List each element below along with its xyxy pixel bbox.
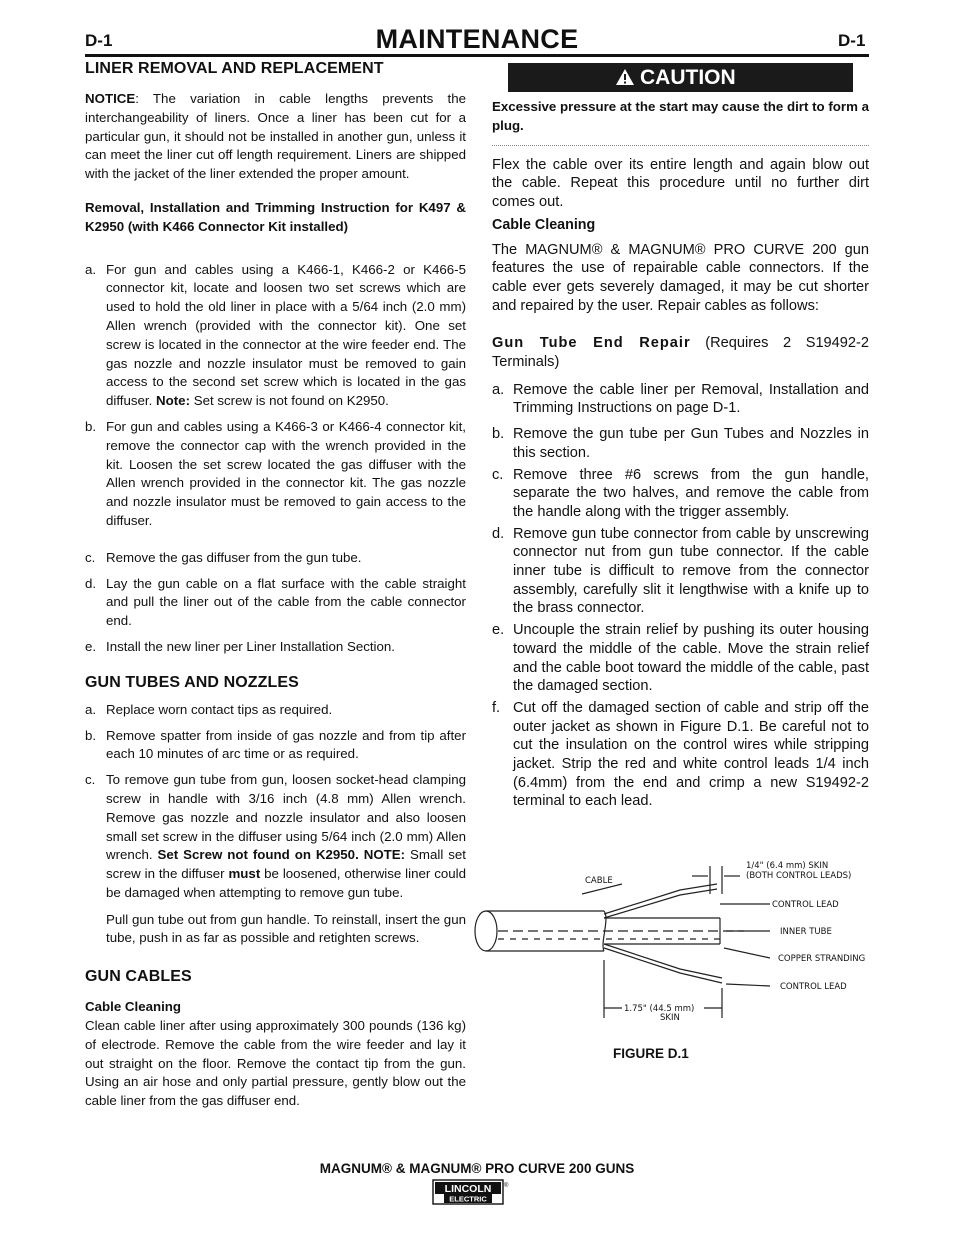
label-skin-175: 1.75" (44.5 mm) (624, 1004, 695, 1014)
note-label: Note: (156, 393, 191, 409)
list-marker: d. (492, 525, 505, 542)
list-item (492, 425, 869, 462)
repair-list (492, 381, 869, 811)
repair-requires: (Requires 2 S19492-2 Terminals) (492, 335, 869, 371)
note-text: Set screw is not found on K2950. (190, 393, 389, 409)
list-item (85, 261, 466, 411)
caution-text: Excessive pressure at the start may cause the dirt to form a plug. (492, 99, 869, 133)
notice-paragraph (85, 90, 466, 184)
label-inner-tube: INNER TUBE (780, 927, 832, 937)
page-title: MAINTENANCE (375, 24, 579, 54)
list-item (85, 771, 466, 948)
list-item (492, 381, 869, 418)
cables-heading: GUN CABLES (85, 968, 192, 986)
list-item (85, 727, 466, 765)
list-item-text: Cut off the damaged section of cable and strip off the outer jacket as shown in Figure D.1. Be careful not to cut the insulation on the control wires while stripping jacket. Strip the red and white control leads 1/4 inch (6.4mm) from the end and crimp a new S19492-2 terminal to each lead. (513, 699, 869, 810)
cable-cleaning-heading-right: Cable Cleaning (492, 216, 596, 233)
liner-heading: LINER REMOVAL AND REPLACEMENT (85, 60, 384, 77)
label-skin-quarter: 1/4" (6.4 mm) SKIN (746, 861, 829, 871)
list-marker: a. (492, 381, 505, 398)
list-marker: d. (85, 575, 97, 591)
list-item-text: Uncouple the strain relief by pushing its outer housing toward the middle of the cable. Move the strain relief and the cable boot toward the middle of the cable, past the damaged section. (513, 622, 869, 695)
list-item (85, 549, 466, 568)
list-item (85, 638, 466, 657)
list-item-text: Remove the gas diffuser from the gun tube. (106, 549, 362, 565)
removal-list (85, 261, 466, 657)
note-text-end: be loosened, otherwise liner could be damaged when attempting to remove gun tube. (106, 866, 466, 900)
section-number-right: D-1 (838, 31, 866, 50)
label-skin-175-sub: SKIN (660, 1013, 680, 1023)
list-item-text: Install the new liner per Liner Installation Section. (106, 638, 395, 654)
list-marker: e. (85, 638, 97, 654)
list-item-text: Lay the gun cable on a flat surface with the cable straight and pull the liner out of the cable from the cable connector end. (106, 575, 466, 629)
list-item (85, 418, 466, 531)
lincoln-electric-logo (432, 1179, 510, 1205)
note-text: Small set screw in the diffuser (106, 847, 466, 882)
left-column (85, 60, 466, 1111)
list-marker: c. (85, 549, 96, 565)
set-screw-note: Set Screw not found on K2950. (157, 847, 359, 863)
cable-strip-diagram (472, 848, 872, 1053)
label-skin-quarter-sub: (BOTH CONTROL LEADS) (746, 871, 852, 881)
list-item-text: For gun and cables using a K466-3 or K466-4 connector kit, remove the connector cap with the wrench provided in the kit. Loosen the set screw located the gas diffuser with the Allen wrench provided in the connector kit. The gas nozzle and nozzle insulator must be removed to gain access to the diffuser. (106, 418, 466, 528)
cable-cleaning-text-right: The MAGNUM® & MAGNUM® PRO CURVE 200 gun features the use of repairable cable connectors. If the cable ever gets severely damaged, it may be cut shorter and repaired by the user. Repair cables as follows: (492, 241, 869, 314)
cable-cleaning-heading: Cable Cleaning (85, 999, 182, 1015)
list-item (492, 699, 869, 811)
right-column (492, 60, 869, 811)
header-rule (85, 54, 869, 57)
note-label: NOTE: (363, 847, 406, 863)
notice-label: NOTICE (85, 91, 136, 106)
list-item-text: Remove the cable liner per Removal, Installation and Trimming Instructions on page D-1. (513, 381, 869, 417)
removal-heading: Removal, Installation and Trimming Instruction for K497 & K2950 (with K466 Connector Kit installed) (85, 199, 466, 234)
cable-cleaning-text: Clean cable liner after using approximately 300 pounds (136 kg) of electrode. Remove the cable from the wire feeder and lay it out straight on the floor. Remove the contact tip from the gun. Using an air hose and only partial pressure, gently blow out the cable liner from the gas diffuser end. (85, 1018, 466, 1109)
repair-heading: Gun Tube End Repair (492, 335, 691, 352)
figure-caption: FIGURE D.1 (613, 1046, 689, 1061)
list-marker: b. (85, 727, 97, 743)
list-marker: b. (492, 426, 505, 443)
cable-end (475, 911, 497, 951)
must-emphasis: must (228, 866, 261, 882)
control-lead-bottom (604, 948, 722, 983)
caution-banner (508, 63, 853, 92)
flex-paragraph: Flex the cable over its entire length and again blow out the cable. Repeat this procedure until no further dirt comes out. (492, 156, 869, 210)
list-marker: e. (492, 622, 505, 639)
list-item-text: Replace worn contact tips as required. (106, 701, 333, 717)
tubes-heading: GUN TUBES AND NOZZLES (85, 673, 299, 691)
list-item (85, 701, 466, 720)
caution-label: CAUTION (640, 66, 736, 89)
list-marker: a. (85, 701, 97, 717)
list-item-text: Remove spatter from inside of gas nozzle and from tip after each 10 minutes of arc time or as required. (106, 727, 466, 762)
list-marker: f. (492, 699, 501, 716)
list-item-text: Remove three #6 screws from the gun handle, separate the two halves, and remove the cable from the handle along with the trigger assembly. (513, 466, 869, 520)
label-cable: CABLE (585, 876, 613, 886)
label-control-lead-2: CONTROL LEAD (780, 982, 847, 992)
list-item-text: To remove gun tube from gun, loosen socket-head clamping screw in handle with 3/16 inch (4.8 mm) Allen wrench. Remove gas nozzle and nozzle insulator and also loosen small set screw in the diffuser using 5/64 inch (2.0 mm) Allen wrench. (106, 772, 466, 863)
list-item-text: Remove the gun tube per Gun Tubes and Nozzles in this section. (513, 426, 869, 461)
list-marker: a. (85, 261, 97, 277)
control-lead-top (604, 884, 717, 914)
tubes-list (85, 701, 466, 949)
logo-text-bottom: ELECTRIC (449, 1194, 487, 1204)
repair-heading-paragraph (492, 334, 869, 371)
list-marker: c. (492, 466, 504, 483)
label-control-lead-1: CONTROL LEAD (772, 900, 839, 910)
list-item-text: Remove gun tube connector from cable by unscrewing connector nut from gun tube connector. If the cable inner tube is difficult to remove from the connector assembly, carefully slit it lengthwise with a knife up to the brass connector. (513, 525, 869, 617)
list-item (85, 575, 466, 631)
list-marker: b. (85, 418, 97, 434)
label-copper-stranding: COPPER STRANDING (778, 954, 866, 964)
list-item (492, 621, 869, 696)
notice-text: : The variation in cable lengths prevents the interchangeability of liners. Once a liner has been cut for a particular gun, it should not be installed in another gun, unless it can meet the liner cut off length requirement. Liners are shipped with the jacket of the liner extended the proper amount. (85, 91, 466, 182)
footer-title: MAGNUM® & MAGNUM® PRO CURVE 200 GUNS (319, 1161, 635, 1176)
list-marker: c. (85, 772, 96, 788)
list-item (492, 466, 869, 522)
warning-icon (615, 68, 635, 86)
list-item-text: For gun and cables using a K466-1, K466-2 or K466-5 connector kit, locate and loosen two set screws which are used to hold the old liner in place with a 5/64 inch (2.0 mm) Allen wrench (provided with the connector kit). One set screw is located in the connector at the wire feeder end. The gas nozzle and nozzle insulator must be removed to gain access to the second set screw which is located in the gas diffuser. (106, 261, 466, 409)
logo-text-top: LINCOLN (444, 1183, 492, 1195)
caution-divider (492, 145, 869, 146)
pull-paragraph: Pull gun tube out from gun handle. To reinstall, insert the gun tube, push in as far as possible and retighten screws. (106, 911, 466, 946)
logo-registered-mark: ® (504, 1183, 509, 1189)
section-number-left: D-1 (85, 31, 113, 50)
list-item (492, 525, 869, 619)
